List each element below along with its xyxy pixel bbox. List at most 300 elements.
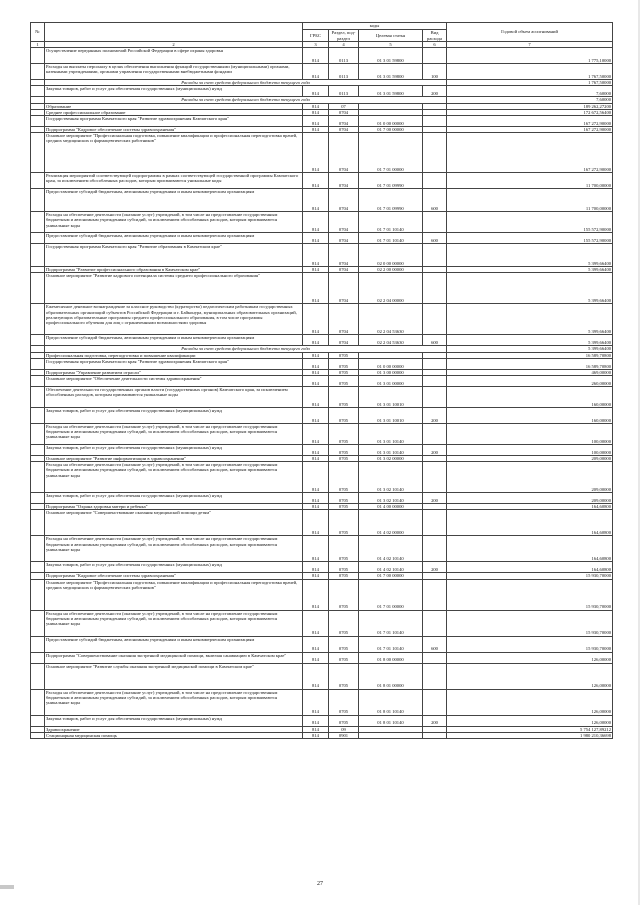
cell-grbs: 814 — [303, 109, 329, 115]
cell-expense-type — [423, 536, 447, 562]
cell-amount: 167 272,90000 — [447, 116, 613, 127]
header-codes-group: коды — [303, 23, 447, 30]
table-row — [31, 732, 613, 738]
cell-amount: 160,00000 — [447, 387, 613, 408]
cell-target-article: 01 8 01 10140 — [359, 715, 423, 726]
cell-amount: 5 399,66400 — [447, 346, 613, 352]
cell-section: 0704 — [329, 273, 359, 304]
cell-section: 0113 — [329, 48, 359, 64]
cell-expense-type: 200 — [423, 86, 447, 97]
cell-number — [31, 116, 45, 127]
cell-section: 0705 — [329, 493, 359, 504]
header-num-1: 1 — [31, 42, 45, 48]
cell-amount: 469,00000 — [447, 369, 613, 375]
cell-amount: 11 700,00000 — [447, 173, 613, 189]
cell-amount: 164,60800 — [447, 562, 613, 573]
cell-number — [31, 233, 45, 244]
page-number: 27 — [317, 881, 323, 887]
cell-expense-type — [423, 610, 447, 636]
cell-number — [31, 462, 45, 493]
cell-number — [31, 715, 45, 726]
table-row — [31, 173, 613, 189]
cell-name: Предоставление субсидий бюджетным, автономным учреждениям и иным некоммерческим организациям — [45, 636, 303, 652]
cell-section: 0705 — [329, 636, 359, 652]
cell-target-article: 01 3 02 10140 — [359, 462, 423, 493]
table-row — [31, 462, 613, 493]
cell-expense-type — [423, 387, 447, 408]
table-row — [31, 510, 613, 536]
cell-grbs: 814 — [303, 387, 329, 408]
cell-amount: 126,00000 — [447, 715, 613, 726]
cell-name: Расходы на обеспечение деятельности (оказание услуг) учреждений, в том числе на предоставление государственным бюджетным и автономным учреждениям субсидий, за исключением обособленных расходов, которым присваиваются уникальные коды — [45, 689, 303, 715]
cell-target-article: 01 7 01 10140 — [359, 610, 423, 636]
cell-number — [31, 189, 45, 212]
table-row — [31, 233, 613, 244]
cell-amount: 1 767,50000 — [447, 64, 613, 80]
cell-section: 0704 — [329, 109, 359, 115]
cell-section: 0704 — [329, 335, 359, 346]
cell-amount: 5 399,66400 — [447, 335, 613, 346]
cell-expense-type — [423, 424, 447, 445]
cell-number — [31, 689, 45, 715]
cell-amount: 15 930,70000 — [447, 636, 613, 652]
cell-section: 0705 — [329, 652, 359, 663]
cell-name: Расходы на обеспечение деятельности (оказание услуг) учреждений, в том числе на предоставление государственным бюджетным и автономным учреждениям субсидий, за исключением обособленных расходов, которым присваиваются уникальные коды — [45, 462, 303, 493]
cell-name: Закупка товаров, работ и услуг для обеспечения государственных (муниципальных) нужд — [45, 408, 303, 424]
cell-grbs: 814 — [303, 133, 329, 173]
cell-number — [31, 663, 45, 689]
table-row — [31, 536, 613, 562]
cell-name: Расходы на обеспечение деятельности (оказание услуг) учреждений, в том числе на предоставление государственным бюджетным и автономным учреждениям субсидий, за исключением обособленных расходов, которым присваиваются уникальные коды — [45, 610, 303, 636]
table-row — [31, 376, 613, 387]
cell-amount: 5 399,66400 — [447, 244, 613, 267]
cell-grbs: 814 — [303, 636, 329, 652]
cell-amount: 5 399,66400 — [447, 273, 613, 304]
cell-target-article: 01 3 01 10140 — [359, 424, 423, 445]
cell-target-article: 01 7 01 10140 — [359, 233, 423, 244]
cell-section: 0705 — [329, 408, 359, 424]
cell-amount: 5 399,66400 — [447, 267, 613, 273]
cell-grbs: 814 — [303, 369, 329, 375]
cell-expense-type — [423, 358, 447, 369]
cell-name: Предоставление субсидий бюджетным, автономным учреждениям и иным некоммерческим организациям — [45, 233, 303, 244]
table-row — [31, 408, 613, 424]
cell-amount: 160,00000 — [447, 408, 613, 424]
cell-grbs: 814 — [303, 456, 329, 462]
cell-target-article: 01 0 00 00000 — [359, 358, 423, 369]
cell-name: Закупка товаров, работ и услуг для обеспечения государственных (муниципальных) нужд — [45, 493, 303, 504]
cell-number — [31, 64, 45, 80]
cell-grbs: 814 — [303, 233, 329, 244]
cell-section: 0704 — [329, 116, 359, 127]
header-num-6: 6 — [423, 42, 447, 48]
scan-mark — [0, 885, 14, 889]
cell-number — [31, 133, 45, 173]
cell-section: 0704 — [329, 212, 359, 233]
cell-section: 0113 — [329, 86, 359, 97]
cell-name: Государственная программа Камчатского края "Развитие образования в Камчатском крае" — [45, 244, 303, 267]
cell-target-article: 01 7 01 00000 — [359, 579, 423, 610]
cell-amount: 126,00000 — [447, 689, 613, 715]
cell-amount: 7,60000 — [447, 86, 613, 97]
cell-name: Образование — [45, 103, 303, 109]
table-row — [31, 86, 613, 97]
cell-target-article: 01 7 01 10140 — [359, 636, 423, 652]
cell-grbs: 814 — [303, 127, 329, 133]
cell-expense-type: 100 — [423, 64, 447, 80]
cell-target-article: 02 2 04 53630 — [359, 304, 423, 335]
cell-target-article: 01 7 00 00000 — [359, 127, 423, 133]
cell-target-article: 01 8 01 10140 — [359, 689, 423, 715]
header-num-7: 7 — [447, 42, 613, 48]
cell-section: 0704 — [329, 189, 359, 212]
cell-number — [31, 408, 45, 424]
cell-grbs: 814 — [303, 493, 329, 504]
header-name — [45, 23, 303, 42]
cell-target-article: 01 3 01 10010 — [359, 387, 423, 408]
cell-amount: 164,60800 — [447, 504, 613, 510]
cell-amount: 155 572,90000 — [447, 233, 613, 244]
cell-target-article: 01 7 01 10140 — [359, 212, 423, 233]
cell-grbs: 814 — [303, 732, 329, 738]
table-row — [31, 663, 613, 689]
cell-name: Обеспечение деятельности государственных органов власти (государственных органов) Камчатского края, за исключением обособленных расходов, которым присваиваются уникальные коды — [45, 387, 303, 408]
cell-expense-type — [423, 244, 447, 267]
cell-section: 0705 — [329, 462, 359, 493]
cell-grbs: 814 — [303, 408, 329, 424]
cell-grbs: 814 — [303, 652, 329, 663]
cell-amount: 15 930,70000 — [447, 579, 613, 610]
cell-section: 0704 — [329, 304, 359, 335]
cell-expense-type: 600 — [423, 335, 447, 346]
cell-name: Закупка товаров, работ и услуг для обеспечения государственных (муниципальных) нужд — [45, 86, 303, 97]
cell-expense-type — [423, 663, 447, 689]
cell-amount: 100,00000 — [447, 424, 613, 445]
cell-name: Основное мероприятие "Обеспечение деятельности системы здравоохранения" — [45, 376, 303, 387]
cell-target-article: 01 7 01 00000 — [359, 133, 423, 173]
cell-grbs: 814 — [303, 376, 329, 387]
cell-amount: 5 754 127,89212 — [447, 726, 613, 732]
cell-section: 0705 — [329, 445, 359, 456]
cell-number — [31, 304, 45, 335]
header-num-5: 5 — [359, 42, 423, 48]
cell-target-article: 01 3 02 00000 — [359, 456, 423, 462]
cell-grbs: 814 — [303, 504, 329, 510]
table-row — [31, 335, 613, 346]
cell-section: 0113 — [329, 64, 359, 80]
cell-section: 09 — [329, 726, 359, 732]
cell-target-article: 01 8 00 00000 — [359, 652, 423, 663]
table-row — [31, 273, 613, 304]
cell-grbs: 814 — [303, 86, 329, 97]
cell-section: 0705 — [329, 562, 359, 573]
cell-target-article: 01 7 00 00000 — [359, 573, 423, 579]
cell-number — [31, 445, 45, 456]
cell-expense-type: 600 — [423, 233, 447, 244]
table-row — [31, 189, 613, 212]
cell-amount: 209,00000 — [447, 456, 613, 462]
cell-section: 0704 — [329, 127, 359, 133]
cell-number — [31, 493, 45, 504]
cell-note: Расходы за счет средств федерального бюджета текущего года — [45, 97, 447, 103]
cell-amount: 5 399,66400 — [447, 304, 613, 335]
cell-expense-type — [423, 579, 447, 610]
cell-section: 0705 — [329, 424, 359, 445]
cell-amount: 189 262,27200 — [447, 103, 613, 109]
table-row — [31, 424, 613, 445]
cell-target-article: 02 0 00 00000 — [359, 244, 423, 267]
cell-name: Реализация мероприятий соответствующей подпрограммы в рамках соответствующей государственной программы Камчатского края, за исключением обособленных расходов, которым присваиваются уникальные коды — [45, 173, 303, 189]
cell-expense-type — [423, 376, 447, 387]
cell-name: Профессиональная подготовка, переподготовка и повышение квалификации — [45, 352, 303, 358]
cell-grbs: 814 — [303, 267, 329, 273]
cell-grbs: 814 — [303, 64, 329, 80]
cell-section: 0704 — [329, 244, 359, 267]
cell-section: 0705 — [329, 376, 359, 387]
cell-target-article: 01 8 01 00000 — [359, 663, 423, 689]
cell-name: Расходы на выплаты персоналу в целях обеспечения выполнения функций государственными (муниципальными) органами, казенными учреждениями, органами управления государственными внебюджетными фондами — [45, 64, 303, 80]
cell-number — [31, 579, 45, 610]
cell-amount: 1 980 210,36698 — [447, 732, 613, 738]
cell-amount: 209,00000 — [447, 493, 613, 504]
cell-amount: 209,00000 — [447, 462, 613, 493]
cell-number — [31, 376, 45, 387]
table-row — [31, 493, 613, 504]
cell-amount: 1 775,10000 — [447, 48, 613, 64]
cell-expense-type — [423, 133, 447, 173]
cell-section: 07 — [329, 103, 359, 109]
cell-expense-type — [423, 273, 447, 304]
cell-number — [31, 424, 45, 445]
cell-name: Основное мероприятие "Развитие службы оказания экстренной медицинской помощи в Камчатском крае" — [45, 663, 303, 689]
cell-expense-type — [423, 652, 447, 663]
cell-grbs: 814 — [303, 103, 329, 109]
cell-section: 0705 — [329, 369, 359, 375]
header-num-2: 2 — [45, 42, 303, 48]
header-section: Раздел, под-раздел — [329, 30, 359, 42]
table-row — [31, 133, 613, 173]
cell-amount: 7,60000 — [447, 97, 613, 103]
cell-amount: 172 672,56400 — [447, 109, 613, 115]
cell-target-article — [359, 732, 423, 738]
header-amount: Годовой объем ассигнований — [447, 23, 613, 42]
cell-grbs: 814 — [303, 562, 329, 573]
cell-number — [31, 86, 45, 97]
cell-expense-type: 200 — [423, 562, 447, 573]
table-row — [31, 652, 613, 663]
cell-grbs: 814 — [303, 579, 329, 610]
cell-number — [31, 732, 45, 738]
cell-target-article: 01 3 01 10010 — [359, 408, 423, 424]
cell-target-article: 01 3 02 10140 — [359, 493, 423, 504]
table-row — [31, 562, 613, 573]
cell-grbs: 814 — [303, 352, 329, 358]
table-row — [31, 445, 613, 456]
cell-grbs: 814 — [303, 244, 329, 267]
cell-name: Подпрограмма "Совершенствование оказания экстренной медицинской помощи, включая санавиацию в Камчатском крае" — [45, 652, 303, 663]
cell-expense-type: 600 — [423, 636, 447, 652]
cell-target-article: 01 4 02 10140 — [359, 562, 423, 573]
cell-section: 0704 — [329, 173, 359, 189]
header-expense-type: Вид расхода — [423, 30, 447, 42]
table-row — [31, 387, 613, 408]
cell-name: Ежемесячное денежное вознаграждение за классное руководство (кураторство) педагогическим работникам государственных образовательных организаций субъектов Российской Федерации и г. Байконура, муниципальных образовательных организаций, реализующих образовательные программы среднего профессионального образования, в том числе программы профессионального обучения для лиц с ограниченными возможностями здоровья — [45, 304, 303, 335]
cell-section: 0705 — [329, 352, 359, 358]
cell-expense-type — [423, 48, 447, 64]
cell-target-article: 01 7 01 09990 — [359, 173, 423, 189]
cell-section: 0705 — [329, 358, 359, 369]
header-number: № — [31, 23, 45, 42]
header-target-article: Целевая статья — [359, 30, 423, 42]
cell-grbs: 814 — [303, 462, 329, 493]
cell-name: Подпрограмма "Кадровое обеспечение системы здравоохранения" — [45, 573, 303, 579]
cell-grbs: 814 — [303, 715, 329, 726]
cell-number — [31, 652, 45, 663]
cell-grbs: 814 — [303, 689, 329, 715]
header-num-3: 3 — [303, 42, 329, 48]
cell-grbs: 814 — [303, 212, 329, 233]
cell-grbs: 814 — [303, 663, 329, 689]
cell-name: Подпрограмма "Управление развитием отрасли" — [45, 369, 303, 375]
cell-expense-type — [423, 116, 447, 127]
cell-name: Подпрограмма "Кадровое обеспечение системы здравоохранения" — [45, 127, 303, 133]
cell-name: Государственная программа Камчатского края "Развитие здравоохранения Камчатского края" — [45, 116, 303, 127]
cell-target-article: 01 3 01 00000 — [359, 376, 423, 387]
cell-section: 0705 — [329, 573, 359, 579]
cell-number — [31, 536, 45, 562]
cell-target-article: 01 4 02 00000 — [359, 510, 423, 536]
cell-number — [31, 636, 45, 652]
cell-amount: 16 589,70800 — [447, 358, 613, 369]
cell-grbs: 814 — [303, 304, 329, 335]
cell-section: 0704 — [329, 133, 359, 173]
cell-expense-type — [423, 462, 447, 493]
cell-expense-type — [423, 304, 447, 335]
cell-expense-type: 200 — [423, 445, 447, 456]
cell-name: Основное мероприятие "Профессиональная подготовка, повышение квалификации и профессиональная переподготовка врачей, средних медицинских и фармацевтических работников" — [45, 133, 303, 173]
table-row — [31, 636, 613, 652]
table-row — [31, 244, 613, 267]
cell-section: 0704 — [329, 233, 359, 244]
table-header — [31, 23, 613, 48]
cell-amount: 15 930,70000 — [447, 573, 613, 579]
cell-grbs: 814 — [303, 424, 329, 445]
table-row — [31, 116, 613, 127]
cell-number — [31, 212, 45, 233]
cell-target-article: 01 3 01 59800 — [359, 48, 423, 64]
cell-grbs: 814 — [303, 173, 329, 189]
cell-amount: 167 272,90000 — [447, 133, 613, 173]
cell-expense-type: 200 — [423, 408, 447, 424]
cell-amount: 1 767,50000 — [447, 80, 613, 86]
cell-target-article: 01 0 00 00000 — [359, 116, 423, 127]
cell-name: Основное мероприятие "Совершенствование оказания медицинской помощи детям" — [45, 510, 303, 536]
cell-number — [31, 273, 45, 304]
cell-grbs: 814 — [303, 273, 329, 304]
cell-expense-type: 200 — [423, 715, 447, 726]
cell-expense-type: 600 — [423, 189, 447, 212]
cell-grbs: 814 — [303, 510, 329, 536]
cell-target-article: 01 4 02 10140 — [359, 536, 423, 562]
table-row — [31, 48, 613, 64]
table-row — [31, 64, 613, 80]
cell-section: 0705 — [329, 715, 359, 726]
cell-amount: 164,60800 — [447, 536, 613, 562]
cell-grbs: 814 — [303, 335, 329, 346]
table-row — [31, 610, 613, 636]
cell-grbs: 814 — [303, 726, 329, 732]
cell-number — [31, 510, 45, 536]
cell-grbs: 814 — [303, 573, 329, 579]
cell-name: Основное мероприятие "Развитие информатизации в здравоохранении" — [45, 456, 303, 462]
cell-target-article: 02 2 04 00000 — [359, 273, 423, 304]
cell-name: Расходы на обеспечение деятельности (оказание услуг) учреждений, в том числе на предоставление государственным бюджетным и автономным учреждениям субсидий, за исключением обособленных расходов, которым присваиваются уникальные коды — [45, 424, 303, 445]
cell-amount: 126,00000 — [447, 663, 613, 689]
cell-expense-type — [423, 689, 447, 715]
cell-note: Расходы за счет средств федерального бюджета текущего года — [45, 80, 447, 86]
cell-number — [31, 173, 45, 189]
cell-number — [31, 48, 45, 64]
cell-grbs: 814 — [303, 358, 329, 369]
cell-amount: 164,60800 — [447, 510, 613, 536]
cell-amount: 16 589,70800 — [447, 352, 613, 358]
cell-expense-type — [423, 212, 447, 233]
cell-target-article: 01 3 00 00000 — [359, 369, 423, 375]
cell-name: Основное мероприятие "Развитие кадрового потенциала системы среднего профессионального образования" — [45, 273, 303, 304]
cell-section: 0705 — [329, 610, 359, 636]
cell-name: Стационарная медицинская помощь — [45, 732, 303, 738]
cell-grbs: 814 — [303, 536, 329, 562]
cell-amount: 15 930,70000 — [447, 610, 613, 636]
cell-target-article: 01 3 01 10140 — [359, 445, 423, 456]
cell-note: Расходы за счет средств федерального бюджета текущего года — [45, 346, 447, 352]
cell-target-article: 01 3 01 59800 — [359, 64, 423, 80]
cell-number — [31, 610, 45, 636]
cell-name: Основное мероприятие "Профессиональная подготовка, повышение квалификации и профессиональная переподготовка врачей, средних медицинских и фармацевтических работников" — [45, 579, 303, 610]
table-row — [31, 715, 613, 726]
cell-target-article: 01 3 01 59800 — [359, 86, 423, 97]
cell-section: 0705 — [329, 536, 359, 562]
cell-name: Расходы на обеспечение деятельности (оказание услуг) учреждений, в том числе на предоставление государственным бюджетным и автономным учреждениям субсидий, за исключением обособленных расходов, которым присваиваются уникальные коды — [45, 536, 303, 562]
cell-name: Подпрограмма "Развитие профессионального образования в Камчатском крае" — [45, 267, 303, 273]
cell-section: 0705 — [329, 510, 359, 536]
cell-name: Закупка товаров, работ и услуг для обеспечения государственных (муниципальных) нужд — [45, 562, 303, 573]
cell-grbs: 814 — [303, 189, 329, 212]
cell-grbs: 814 — [303, 116, 329, 127]
cell-amount: 155 572,90000 — [447, 212, 613, 233]
cell-number — [31, 387, 45, 408]
table-row — [31, 358, 613, 369]
cell-amount: 100,00000 — [447, 445, 613, 456]
cell-expense-type — [423, 510, 447, 536]
cell-name: Предоставление субсидий бюджетным, автономным учреждениям и иным некоммерческим организациям — [45, 189, 303, 212]
cell-name: Закупка товаров, работ и услуг для обеспечения государственных (муниципальных) нужд — [45, 445, 303, 456]
cell-section: 0705 — [329, 689, 359, 715]
table-row — [31, 304, 613, 335]
cell-section: 0705 — [329, 456, 359, 462]
cell-name: Здравоохранение — [45, 726, 303, 732]
cell-section: 0705 — [329, 663, 359, 689]
cell-number — [31, 335, 45, 346]
cell-number — [31, 562, 45, 573]
cell-section: 0705 — [329, 387, 359, 408]
cell-name: Подпрограмма "Охрана здоровья матери и ребенка" — [45, 504, 303, 510]
cell-target-article: 02 2 00 00000 — [359, 267, 423, 273]
cell-amount: 11 700,00000 — [447, 189, 613, 212]
cell-name: Расходы на обеспечение деятельности (оказание услуг) учреждений, в том числе на предоставление государственным бюджетным и автономным учреждениям субсидий, за исключением обособленных расходов, которым присваиваются уникальные коды — [45, 212, 303, 233]
cell-section: 0705 — [329, 504, 359, 510]
document-page — [30, 22, 612, 739]
